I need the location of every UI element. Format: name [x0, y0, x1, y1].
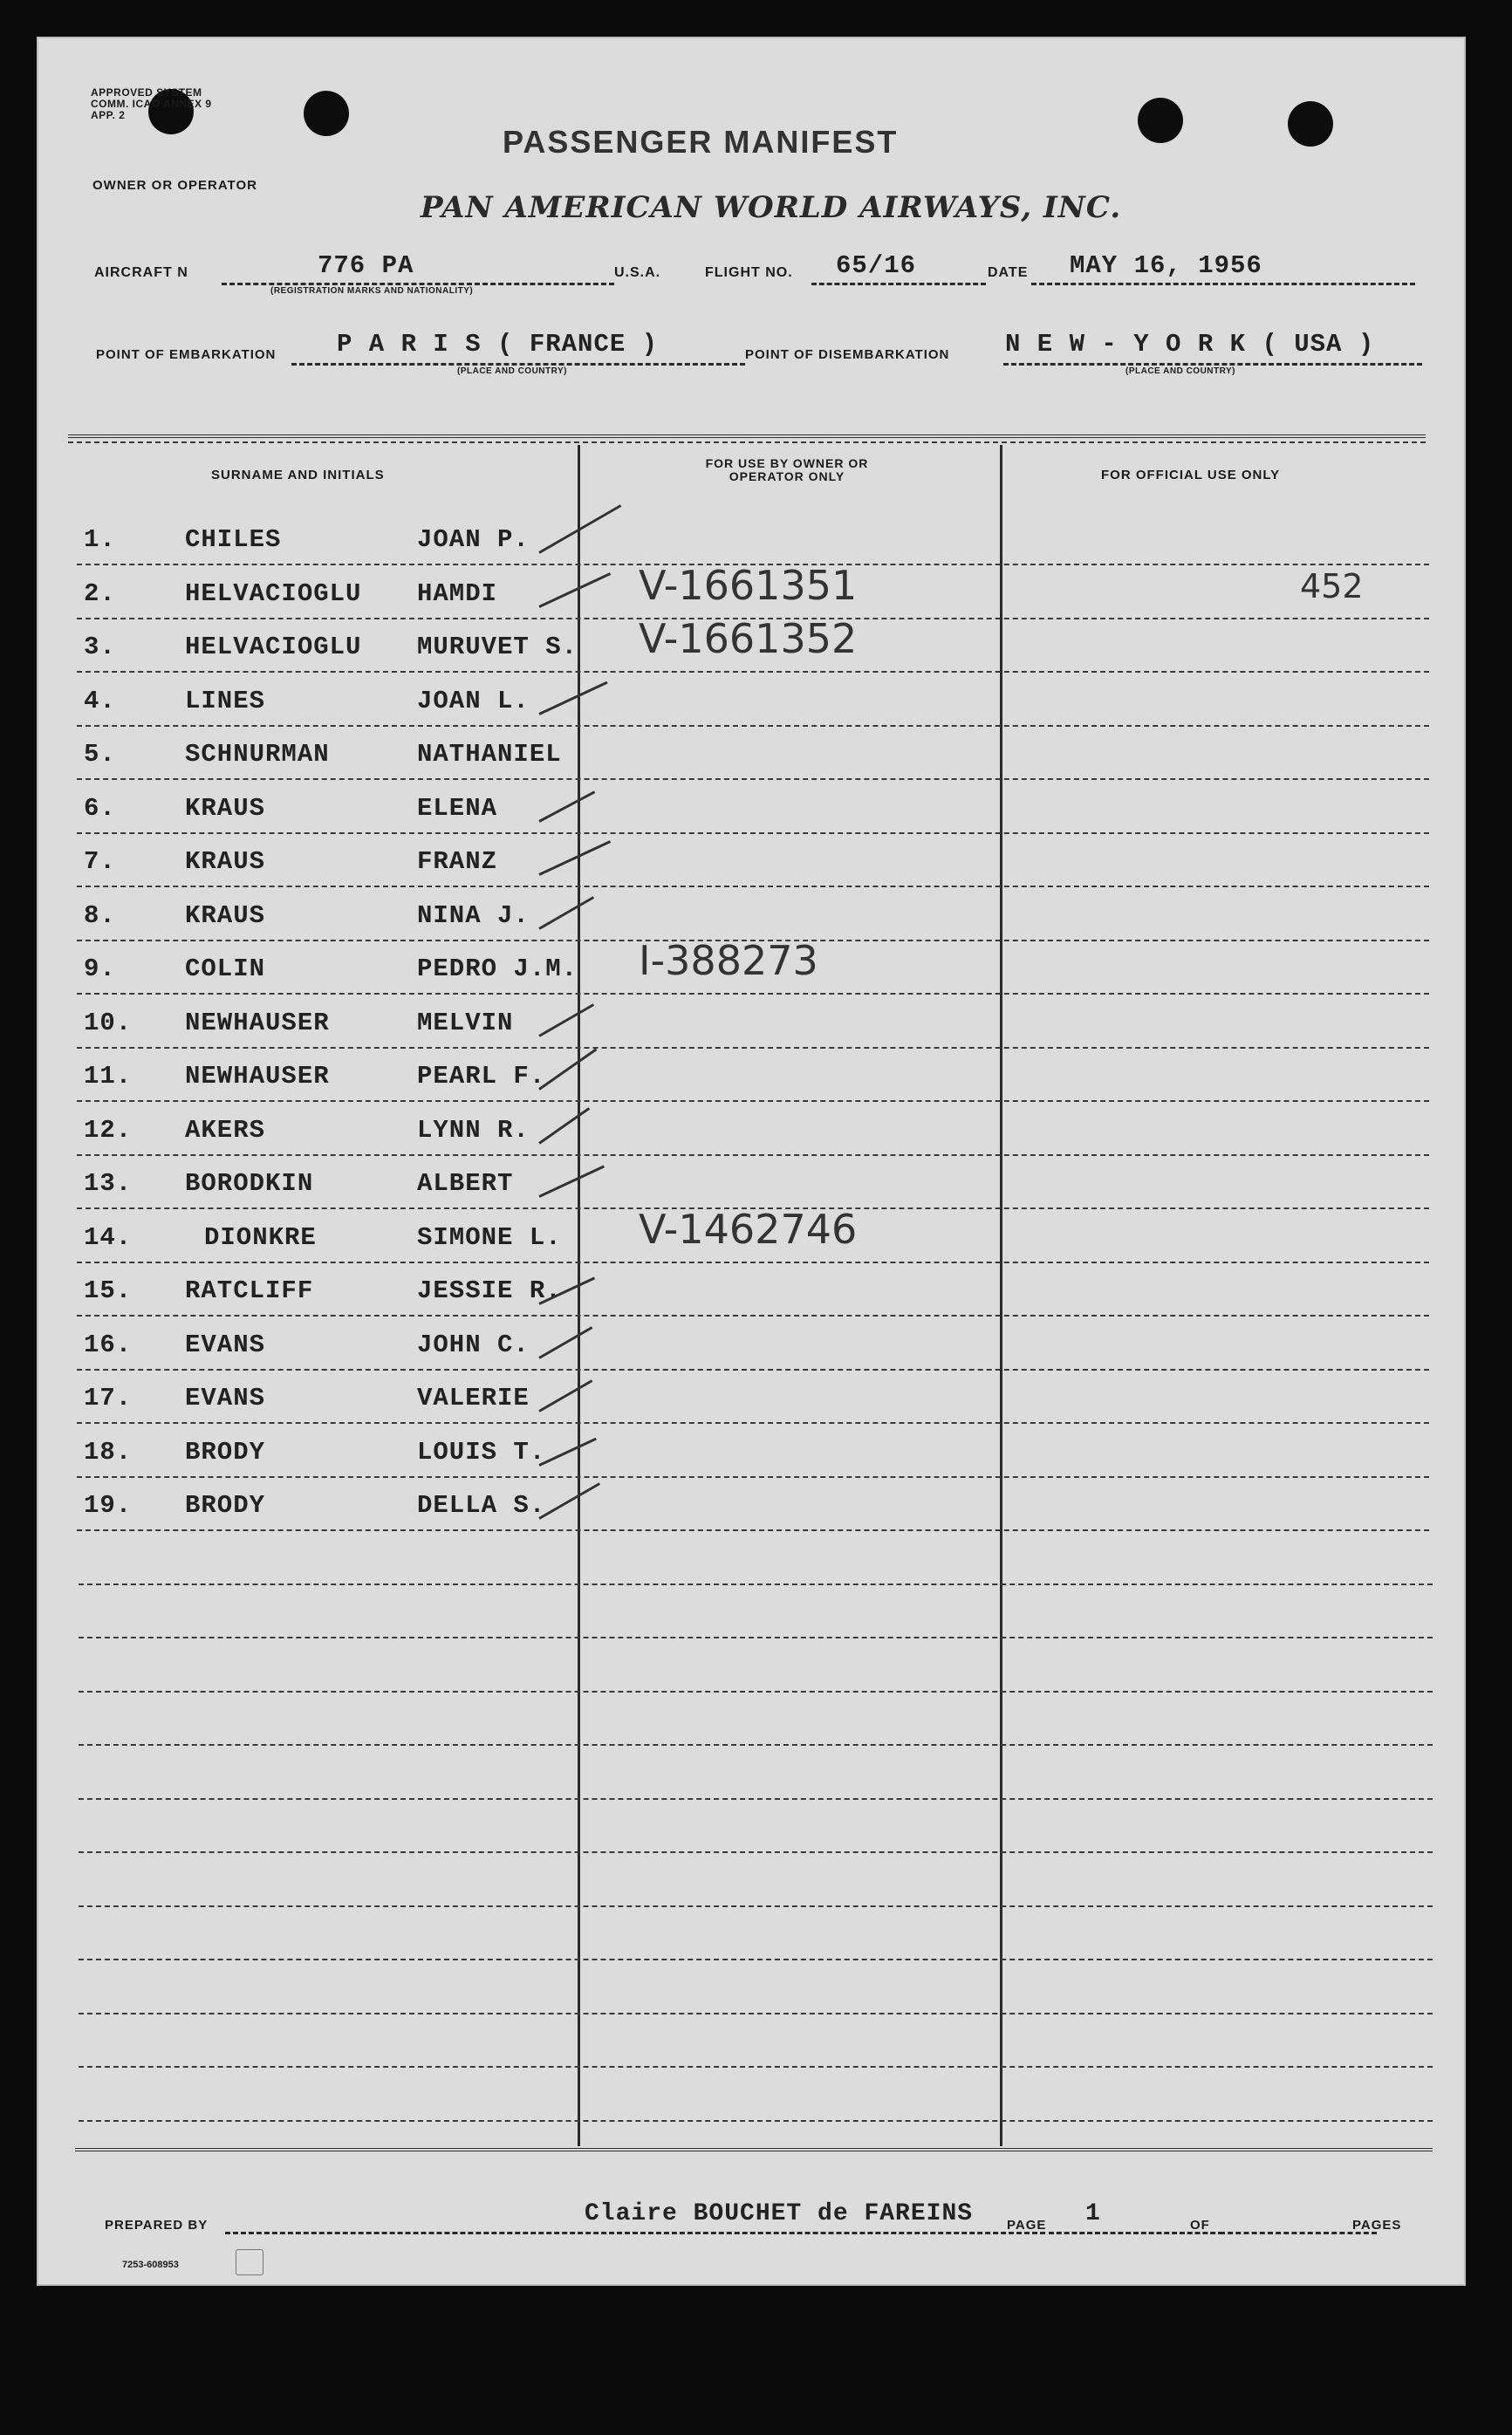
aircraft-value: 776 PA — [318, 251, 414, 280]
passenger-surname: CHILES — [185, 525, 282, 554]
passenger-surname: NEWHAUSER — [185, 1062, 330, 1091]
passenger-surname: DIONKRE — [204, 1222, 317, 1252]
check-mark — [538, 1165, 605, 1197]
row-rule — [77, 1047, 1429, 1049]
passenger-given-names: ELENA — [417, 793, 498, 823]
check-mark — [538, 1482, 600, 1520]
passenger-number: 2. — [84, 578, 116, 608]
col-header-official: FOR OFFICIAL USE ONLY — [1101, 468, 1281, 482]
passenger-given-names: DELLA S. — [417, 1491, 546, 1520]
passenger-number: 8. — [84, 900, 116, 930]
passenger-surname: EVANS — [185, 1330, 266, 1359]
table-top-rule — [68, 434, 1426, 438]
check-mark — [538, 896, 594, 930]
embark-value: P A R I S ( FRANCE ) — [337, 330, 659, 359]
row-rule — [77, 778, 1429, 780]
handwritten-visa-number: V-1661352 — [639, 615, 858, 662]
handwritten-visa-number: I-388273 — [639, 937, 818, 984]
passenger-surname: AKERS — [185, 1115, 266, 1145]
form-title: PASSENGER MANIFEST — [503, 124, 899, 160]
printed-in-usa-mark — [236, 2249, 263, 2275]
of-label: OF — [1190, 2218, 1210, 2233]
row-rule — [77, 1369, 1429, 1371]
check-mark — [538, 1003, 594, 1037]
row-rule — [79, 1583, 1433, 1585]
passenger-surname: HELVACIOGLU — [185, 578, 362, 608]
prepared-label: PREPARED BY — [105, 2218, 209, 2233]
row-rule — [77, 1100, 1429, 1102]
official-use-entry: 452 — [1300, 566, 1364, 605]
passenger-surname: BRODY — [185, 1437, 266, 1467]
passenger-given-names: LOUIS T. — [417, 1437, 546, 1467]
approval-note: APPROVED SYSTEM COMM. ICAO ANNEX 9 APP. 2 — [91, 86, 212, 121]
row-rule — [77, 1422, 1429, 1424]
passenger-surname: KRAUS — [185, 793, 266, 823]
passenger-surname: KRAUS — [185, 900, 266, 930]
check-mark — [538, 1326, 592, 1359]
check-mark — [538, 1437, 597, 1466]
punch-hole — [1288, 101, 1333, 147]
passenger-number: 3. — [84, 633, 116, 661]
passenger-number: 19. — [84, 1491, 133, 1520]
passenger-given-names: PEARL F. — [417, 1062, 546, 1091]
passenger-given-names: NINA J. — [417, 900, 530, 930]
passenger-number: 1. — [84, 525, 116, 554]
passenger-given-names: JOHN C. — [417, 1330, 530, 1359]
passenger-surname: BORODKIN — [185, 1169, 314, 1198]
row-rule — [77, 1262, 1429, 1263]
date-value: MAY 16, 1956 — [1070, 251, 1262, 280]
passenger-number: 4. — [84, 686, 116, 715]
passenger-given-names: VALERIE — [417, 1384, 530, 1412]
row-rule — [79, 1959, 1433, 1960]
row-rule — [79, 1637, 1433, 1638]
aircraft-label: AIRCRAFT N — [94, 265, 188, 280]
passenger-given-names: ALBERT — [417, 1169, 514, 1198]
passenger-number: 11. — [84, 1062, 133, 1091]
passenger-number: 6. — [84, 793, 116, 823]
row-rule — [79, 1905, 1433, 1907]
passenger-number: 10. — [84, 1008, 133, 1037]
passenger-number: 18. — [84, 1437, 133, 1467]
passenger-number: 13. — [84, 1169, 133, 1198]
row-rule — [79, 2120, 1433, 2122]
punch-hole — [304, 91, 349, 136]
passenger-given-names: SIMONE L. — [417, 1222, 562, 1252]
date-label: DATE — [988, 265, 1029, 280]
operator-name: PAN AMERICAN WORLD AIRWAYS, INC. — [421, 190, 1122, 225]
flight-label: FLIGHT NO. — [705, 265, 793, 280]
passenger-surname: EVANS — [185, 1384, 266, 1412]
col-header-owner: FOR USE BY OWNER OR OPERATOR ONLY — [705, 456, 869, 483]
passenger-surname: COLIN — [185, 954, 266, 983]
row-rule — [77, 832, 1429, 834]
embark-label: POINT OF EMBARKATION — [96, 347, 277, 362]
column-divider — [1000, 445, 1002, 2146]
col-header-surname: SURNAME AND INITIALS — [211, 468, 385, 482]
passenger-number: 7. — [84, 847, 116, 876]
passenger-given-names: JESSIE R. — [417, 1276, 562, 1305]
passenger-given-names: HAMDI — [417, 578, 498, 608]
passenger-given-names: LYNN R. — [417, 1115, 530, 1145]
row-rule — [77, 1476, 1429, 1478]
passenger-surname: RATCLIFF — [185, 1276, 314, 1305]
handwritten-visa-number: V-1462746 — [639, 1205, 858, 1253]
row-rule — [77, 1315, 1429, 1317]
passenger-surname: NEWHAUSER — [185, 1008, 330, 1037]
punch-hole — [1138, 98, 1183, 143]
handwritten-visa-number: V-1661351 — [639, 561, 858, 609]
row-rule — [79, 2066, 1433, 2068]
passenger-number: 15. — [84, 1276, 133, 1305]
passenger-given-names: NATHANIEL — [417, 740, 562, 769]
column-divider — [578, 445, 580, 2146]
aircraft-sub: (REGISTRATION MARKS AND NATIONALITY) — [270, 286, 474, 296]
page-value: 1 — [1085, 2200, 1101, 2227]
check-mark — [538, 1379, 592, 1412]
passenger-surname: LINES — [185, 686, 266, 715]
row-rule — [79, 2013, 1433, 2014]
page-label: PAGE — [1007, 2218, 1047, 2233]
passenger-given-names: MURUVET S. — [417, 633, 578, 661]
passenger-given-names: JOAN L. — [417, 686, 530, 715]
passenger-number: 5. — [84, 740, 116, 769]
passenger-given-names: MELVIN — [417, 1008, 514, 1037]
passenger-surname: SCHNURMAN — [185, 740, 330, 769]
row-rule — [77, 993, 1429, 995]
row-rule — [77, 671, 1429, 673]
pages-label: PAGES — [1352, 2218, 1402, 2233]
passenger-surname: KRAUS — [185, 847, 266, 876]
usa-label: U.S.A. — [614, 265, 661, 280]
disembark-value: N E W - Y O R K ( USA ) — [1005, 330, 1375, 359]
check-mark — [538, 572, 611, 608]
check-mark — [538, 681, 607, 715]
check-mark — [538, 790, 595, 822]
operator-label: OWNER OR OPERATOR — [92, 178, 257, 193]
passenger-surname: HELVACIOGLU — [185, 633, 362, 661]
passenger-given-names: PEDRO J.M. — [417, 954, 578, 983]
prepared-value: Claire BOUCHET de FAREINS — [585, 2200, 974, 2227]
check-mark — [538, 840, 611, 876]
row-rule — [79, 1851, 1433, 1853]
passenger-given-names: JOAN P. — [417, 525, 530, 554]
disembark-label: POINT OF DISEMBARKATION — [745, 347, 950, 362]
manifest-sheet — [37, 37, 1466, 2286]
passenger-surname: BRODY — [185, 1491, 266, 1520]
row-rule — [77, 886, 1429, 887]
passenger-number: 9. — [84, 954, 116, 983]
check-mark — [538, 1107, 590, 1145]
row-rule — [79, 1798, 1433, 1800]
disembark-sub: (PLACE AND COUNTRY) — [1125, 366, 1235, 376]
check-mark — [538, 1048, 597, 1090]
flight-value: 65/16 — [836, 251, 917, 280]
passenger-number: 14. — [84, 1222, 133, 1252]
passenger-number: 16. — [84, 1330, 133, 1359]
table-bottom-rule — [75, 2148, 1433, 2151]
row-rule — [79, 1691, 1433, 1693]
form-number: 7253-608953 — [122, 2260, 179, 2270]
passenger-given-names: FRANZ — [417, 847, 498, 876]
row-rule — [79, 1744, 1433, 1746]
row-rule — [77, 725, 1429, 727]
passenger-number: 17. — [84, 1384, 133, 1412]
embark-sub: (PLACE AND COUNTRY) — [457, 366, 567, 376]
row-rule — [77, 1154, 1429, 1156]
row-rule — [77, 1529, 1429, 1531]
passenger-number: 12. — [84, 1115, 133, 1145]
